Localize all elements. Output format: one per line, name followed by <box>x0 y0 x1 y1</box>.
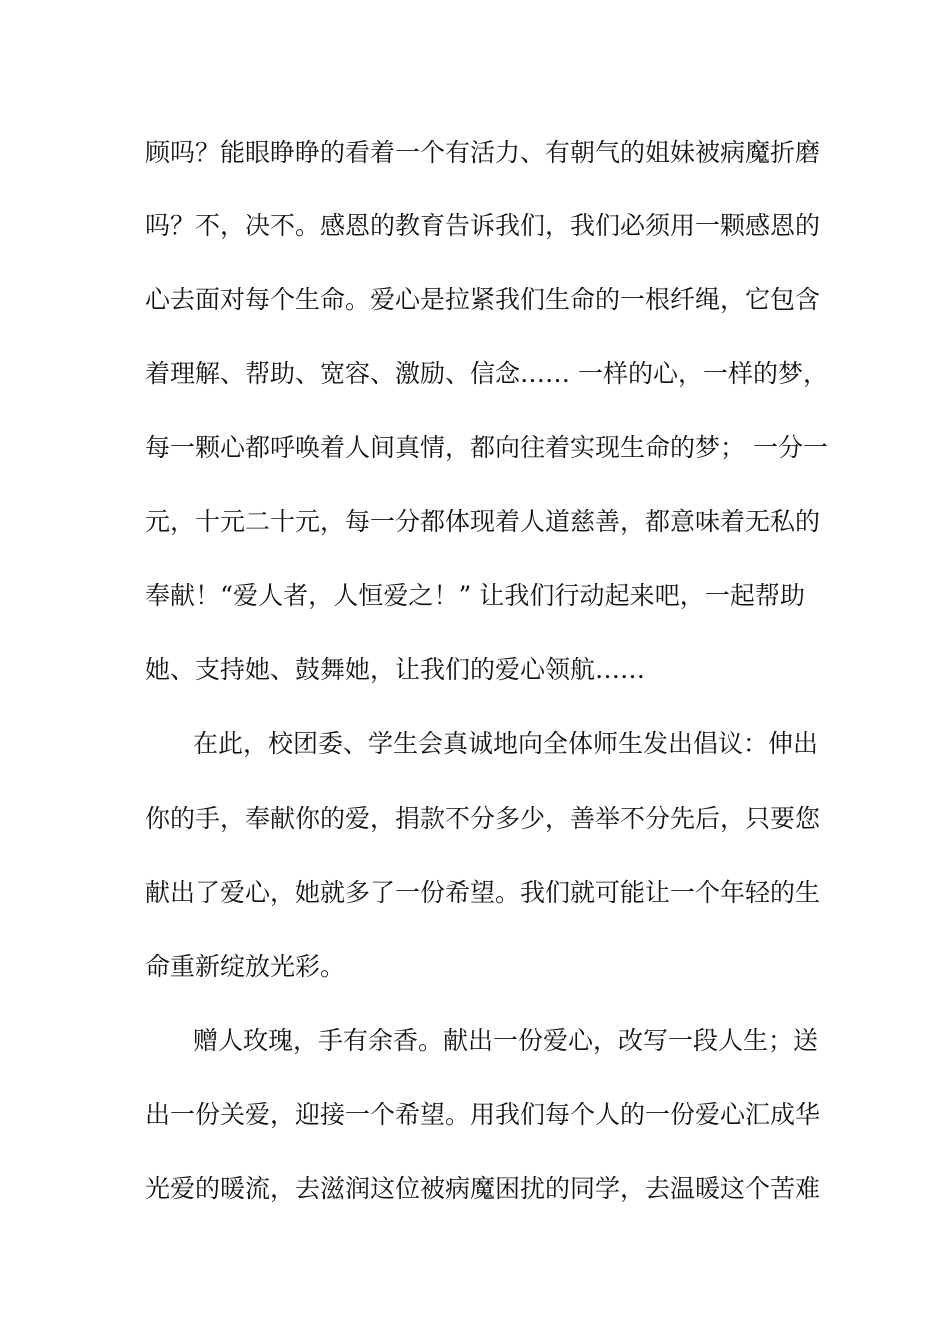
text-line: 出一份关爱，迎接一个希望。用我们每个人的一份爱心汇成华 <box>145 1100 821 1129</box>
text-line: 光爱的暖流，去滋润这位被病魔困扰的同学，去温暖这个苦难 <box>145 1174 821 1203</box>
text-line: 元，十元二十元，每一分都体现着人道慈善，都意味着无私的 <box>145 507 821 536</box>
text-line: 着理解、帮助、宽容、激励、信念…… 一样的心，一样的梦， <box>145 359 828 388</box>
text-line: 她、支持她、鼓舞她，让我们的爱心领航…… <box>145 655 646 684</box>
text-line: 你的手，奉献你的爱，捐款不分多少，善举不分先后，只要您 <box>145 804 821 833</box>
paragraph-start-line: 赠人玫瑰，手有余香。献出一份爱心，改写一段人生；送 <box>193 1026 819 1055</box>
text-line: 献出了爱心，她就多了一份希望。我们就可能让一个年轻的生 <box>145 878 821 907</box>
text-line: 每一颗心都呼唤着人间真情，都向往着实现生命的梦； 一分一 <box>145 433 828 462</box>
text-line: 心去面对每个生命。爱心是拉紧我们生命的一根纤绳，它包含 <box>145 285 821 314</box>
paragraph-start-line: 在此，校团委、学生会真诚地向全体师生发出倡议：伸出 <box>193 729 819 758</box>
text-line: 顾吗？能眼睁睁的看着一个有活力、有朝气的姐妹被病魔折磨 <box>145 138 821 167</box>
text-line: 吗？不，决不。感恩的教育告诉我们，我们必须用一颗感恩的 <box>145 211 821 240</box>
text-line: 命重新绽放光彩。 <box>145 952 346 981</box>
text-line: 奉献！“爱人者，人恒爱之！” 让我们行动起来吧，一起帮助 <box>145 581 805 610</box>
